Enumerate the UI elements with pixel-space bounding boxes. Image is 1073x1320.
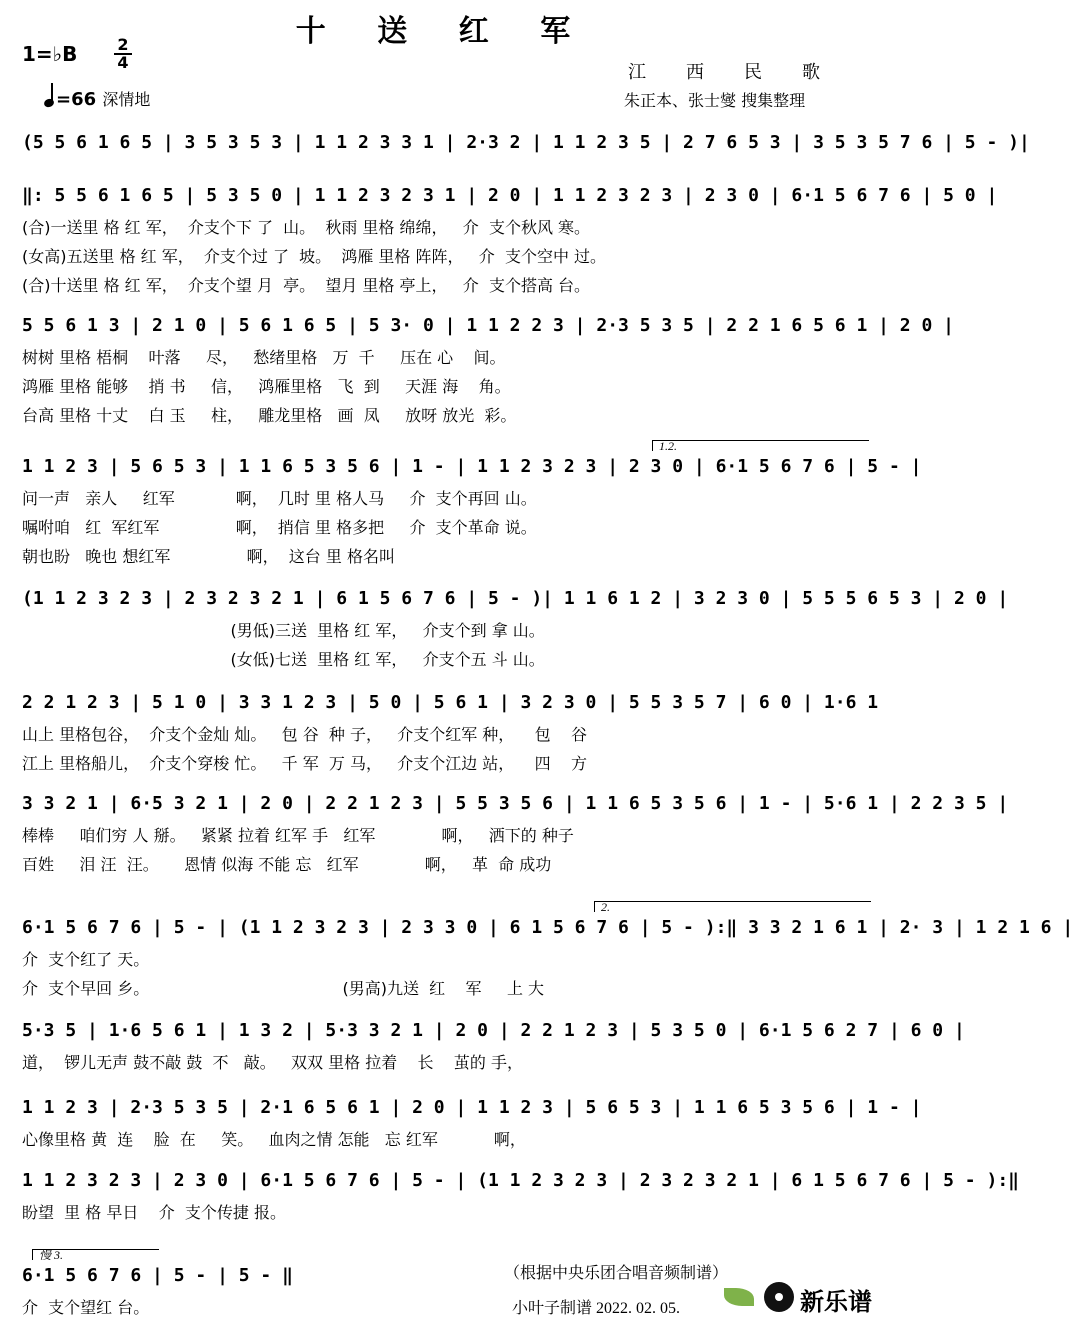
notation-line: (1 1 2 3 2 3 | 2 3 2 3 2 1 | 6 1 5 6 7 6 | 5 - )| 1 1 6 1 2 | 3 2 3 0 | 5 5 5 6 5 3 | 2 0 | [22, 588, 1009, 609]
lyric-line: 嘱咐咱 红 军红军 啊， 捎信 里 格多把 介 支个革命 说。 [22, 518, 537, 537]
lyric-line: 介 支个红了 天。 [22, 950, 150, 969]
lyric-line: 山上 里格包谷， 介支个金灿 灿。 包 谷 种 子， 介支个红军 种， 包 谷 [22, 725, 587, 744]
lyric-line: 树树 里格 梧桐 叶落 尽， 愁绪里格 万 千 压在 心 间。 [22, 348, 506, 367]
time-signature-bottom: 4 [117, 53, 129, 72]
lyric-line: (女低)七送 里格 红 军， 介支个五 斗 山。 [22, 650, 545, 669]
arranger-credit: 朱正本、张士燮 搜集整理 [624, 91, 806, 110]
lyric-line: 问一声 亲人 红军 啊， 几时 里 格人马 介 支个再回 山。 [22, 489, 537, 508]
time-signature-top: 2 [117, 35, 129, 54]
lyric-line: 江上 里格船儿， 介支个穿梭 忙。 千 军 万 马， 介支个江边 站， 四 方 [22, 754, 587, 773]
logo-text: 新乐谱 [800, 1288, 872, 1316]
notation-line: 1 1 2 3 | 2·3 5 3 5 | 2·1 6 5 6 1 | 2 0 | 1 1 2 3 | 5 6 5 3 | 1 1 6 5 3 5 6 | 1 - | [22, 1097, 922, 1118]
expression-mark: 深情地 [102, 90, 151, 109]
site-logo [764, 1280, 884, 1316]
note-stem [51, 83, 53, 101]
lyric-line: 介 支个望红 台。 [22, 1298, 150, 1317]
record-disc-icon [764, 1282, 794, 1312]
lyric-line: 百姓 泪 汪 汪。 恩情 似海 不能 忘 红军 啊， 革 命 成功 [22, 855, 552, 874]
notation-line: (5 5 6 1 6 5 | 3 5 3 5 3 | 1 1 2 3 3 1 | 2·3 2 | 1 1 2 3 5 | 2 7 6 5 3 | 3 5 3 5 7 6 | 5 - )| [22, 132, 1030, 153]
ending-bracket: 2. [594, 901, 871, 912]
quarter-note-icon [43, 98, 55, 109]
notation-line: 5 5 6 1 3 | 2 1 0 | 5 6 1 6 5 | 5 3· 0 | 1 1 2 2 3 | 2·3 5 3 5 | 2 2 1 6 5 6 1 | 2 0 | [22, 315, 954, 336]
lyric-line: (女高)五送里 格 红 军， 介支个过 了 坡。 鸿雁 里格 阵阵， 介 支个空中 过。 [22, 247, 607, 266]
lyric-line: 棒棒 咱们穷 人 掰。 紧紧 拉着 红军 手 红军 啊， 洒下的 种子 [22, 826, 574, 845]
lyric-line: 台高 里格 十丈 白 玉 柱， 雕龙里格 画 凤 放呀 放光 彩。 [22, 406, 517, 425]
song-title: 十 送 红 军 [295, 15, 593, 48]
lyric-line: (合)十送里 格 红 军， 介支个望 月 亭。 望月 里格 亭上， 介 支个搭高 台。 [22, 276, 591, 295]
notation-line: 1 1 2 3 2 3 | 2 3 0 | 6·1 5 6 7 6 | 5 - | (1 1 2 3 2 3 | 2 3 2 3 2 1 | 6 1 5 6 7 6 | 5 - ):‖ [22, 1170, 1019, 1191]
ending-bracket: 慢 3. [32, 1249, 159, 1260]
lyric-line: 心像里格 黄 连 脸 在 笑。 血肉之情 怎能 忘 红军 啊， [22, 1130, 526, 1149]
lyric-line: 盼望 里 格 早日 介 支个传捷 报。 [22, 1203, 286, 1222]
notation-line: 6·1 5 6 7 6 | 5 - | (1 1 2 3 2 3 | 2 3 3 0 | 6 1 5 6 7 6 | 5 - ):‖ 3 3 2 1 6 1 | 2· 3 | 1 2 1 6 | [22, 917, 1073, 938]
time-signature [114, 35, 132, 72]
lyric-line: 鸿雁 里格 能够 捎 书 信， 鸿雁里格 飞 到 天涯 海 角。 [22, 377, 511, 396]
notation-line: 6·1 5 6 7 6 | 5 - | 5 - ‖ [22, 1265, 293, 1286]
notation-line: 2 2 1 2 3 | 5 1 0 | 3 3 1 2 3 | 5 0 | 5 6 1 | 3 2 3 0 | 5 5 3 5 7 | 6 0 | 1·6 1 [22, 692, 879, 713]
tempo-value: =66 [56, 89, 97, 110]
song-origin: 江西民歌 [628, 62, 860, 83]
notation-line: 5·3 5 | 1·6 5 6 1 | 1 3 2 | 5·3 3 2 1 | 2 0 | 2 2 1 2 3 | 5 3 5 0 | 6·1 5 6 2 7 | 6 0 | [22, 1020, 965, 1041]
ending-bracket: 1.2. [652, 440, 869, 451]
lyric-line: 介 支个早回 乡。 (男高)九送 红 军 上 大 [22, 979, 545, 998]
lyric-line: (男低)三送 里格 红 军， 介支个到 拿 山。 [22, 621, 545, 640]
tempo-marking [44, 87, 150, 110]
transcription-source: （根据中央乐团合唱音频制谱） [504, 1265, 729, 1282]
lyric-line: 道， 锣儿无声 鼓不敲 鼓 不 敲。 双双 里格 拉着 长 茧的 手， [22, 1053, 523, 1072]
notation-line: 3 3 2 1 | 6·5 3 2 1 | 2 0 | 2 2 1 2 3 | 5 5 3 5 6 | 1 1 6 5 3 5 6 | 1 - | 5·6 1 | 2 2 3 5 | [22, 793, 1009, 814]
key-signature: 1=♭B [22, 42, 78, 66]
notation-line: 1 1 2 3 | 5 6 5 3 | 1 1 6 5 3 5 6 | 1 - | 1 1 2 3 2 3 | 2 3 0 | 6·1 5 6 7 6 | 5 - | [22, 456, 922, 477]
transcriber-credit: 小叶子制谱 2022. 02. 05. [512, 1300, 681, 1317]
lyric-line: 朝也盼 晚也 想红军 啊， 这台 里 格名叫 [22, 547, 395, 566]
lyric-line: (合)一送里 格 红 军， 介支个下 了 山。 秋雨 里格 绵绵， 介 支个秋风 寒。 [22, 218, 591, 237]
notation-line: ‖: 5 5 6 1 6 5 | 5 3 5 0 | 1 1 2 3 2 3 1 | 2 0 | 1 1 2 3 2 3 | 2 3 0 | 6·1 5 6 7 6 | 5 0 | [22, 185, 998, 206]
